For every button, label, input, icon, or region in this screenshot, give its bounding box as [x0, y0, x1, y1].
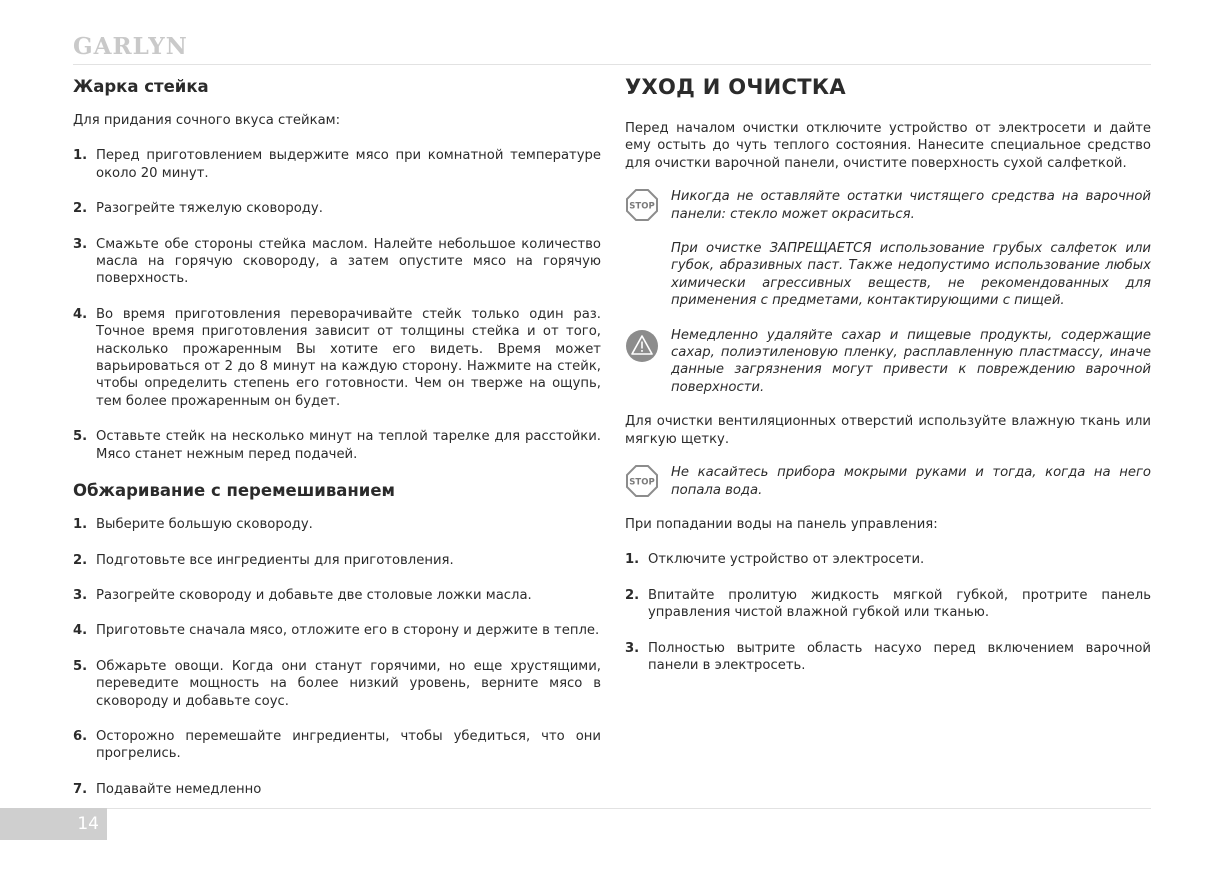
list-item: 1. Выберите большую сковороду. — [73, 517, 313, 533]
list-item: 2. Разогрейте тяжелую сковороду. — [73, 201, 323, 217]
list-item: 3. Разогрейте сковороду и добавьте две столовые ложки масла. — [73, 587, 532, 603]
water-intro: При попадании воды на панель управления: — [625, 516, 938, 532]
cleaning-intro: Перед началом очистки отключите устройство от электросети и дайте ему остыть до чуть теплого состояния. Нанесите специальное средство для очистки варочной панели, очистите поверхность сухой салфеткой. — [625, 121, 1151, 171]
list-item: 4. Во время приготовления переворачивайте стейк только один раз. Точное время приготовления зависит от толщины стейка и от того, насколько прожаренным Вы хотите его видеть. Время может варьироваться от 2 до 8 минут на каждую сторону. Нажмите на стейк, чтобы определить степень его готовности. Чем он тверже на ощупь, тем более прожаренным он будет. — [73, 306, 601, 409]
list-item: 1. Отключите устройство от электросети. — [625, 552, 925, 568]
footer-divider — [107, 808, 1151, 809]
section-title-steak: Жарка стейка — [73, 77, 209, 96]
list-item: 3. Смажьте обе стороны стейка маслом. Налейте небольшое количество масла на горячую сковороду, а затем опустите мясо на горячую поверхность. — [73, 236, 601, 287]
warning-icon — [625, 329, 659, 363]
list-item: 5. Оставьте стейк на несколько минут на теплой тарелке для расстойки. Мясо станет нежным перед подачей. — [73, 429, 601, 462]
svg-text:STOP: STOP — [629, 477, 655, 488]
list-item: 6. Осторожно перемешайте ингредиенты, чтобы убедиться, что они прогрелись. — [73, 728, 601, 762]
section-title-stirfry: Обжаривание с перемешиванием — [73, 481, 396, 501]
stop-icon — [625, 464, 659, 498]
list-item: 4. Приготовьте сначала мясо, отложите его в сторону и держите в тепле. — [73, 623, 600, 639]
brand-logo: GARLYN — [73, 33, 188, 60]
list-item: 2. Подготовьте все ингредиенты для приготовления. — [73, 552, 454, 568]
header-divider — [73, 64, 1151, 65]
stop-note-text-3: Не касайтесь прибора мокрыми руками и тогда, когда на него попала вода. — [671, 465, 1151, 498]
page-number: 14 — [0, 808, 107, 840]
steak-intro: Для придания сочного вкуса стейкам: — [73, 113, 341, 128]
warning-note-text: Немедленно удаляйте сахар и пищевые продукты, содержащие сахар, полиэтиленовую пленку, расплавленную пластмассу, иначе данные загрязнения могут привести к повреждению варочной поверхности. — [671, 327, 1151, 395]
list-item: 7. Подавайте немедленно — [73, 781, 262, 797]
svg-text:STOP: STOP — [629, 201, 655, 212]
stop-note-text: Никогда не оставляйте остатки чистящего средства на варочной панели: стекло может окраситься. — [671, 189, 1151, 222]
list-item: 1. Перед приготовлением выдержите мясо при комнатной температуре около 20 минут. — [73, 148, 601, 181]
stirfry-steps — [73, 516, 601, 798]
water-steps — [625, 551, 1151, 674]
vent-cleaning-text: Для очистки вентиляционных отверстий используйте влажную ткань или мягкую щетку. — [625, 414, 1151, 447]
list-item: 2. Впитайте пролитую жидкость мягкой губкой, протрите панель управления чистой влажной губкой или тканью. — [625, 587, 1151, 621]
page-title: УХОД И ОЧИСТКА — [625, 75, 846, 99]
right-column — [625, 72, 1151, 674]
list-item: 3. Полностью вытрите область насухо перед включением варочной панели в электросеть. — [625, 640, 1151, 673]
list-item: 5. Обжарьте овощи. Когда они станут горячими, но еще хрустящими, переведите мощность на более низкий уровень, верните мясо в сковороду и добавьте соус. — [73, 658, 601, 709]
left-column — [73, 76, 601, 798]
steak-steps — [73, 147, 601, 463]
stop-note — [625, 188, 1151, 309]
stop-note-text-2: При очистке ЗАПРЕЩАЕТСЯ использование грубых салфеток или губок, абразивных паст. Также недопустимо использование любых химически агрессивных веществ, не рекомендованных для применения с предметами, контактирующими с пищей. — [671, 241, 1151, 309]
stop-icon — [625, 188, 659, 222]
warning-note — [625, 327, 1151, 397]
stop-note-water — [625, 464, 1151, 499]
